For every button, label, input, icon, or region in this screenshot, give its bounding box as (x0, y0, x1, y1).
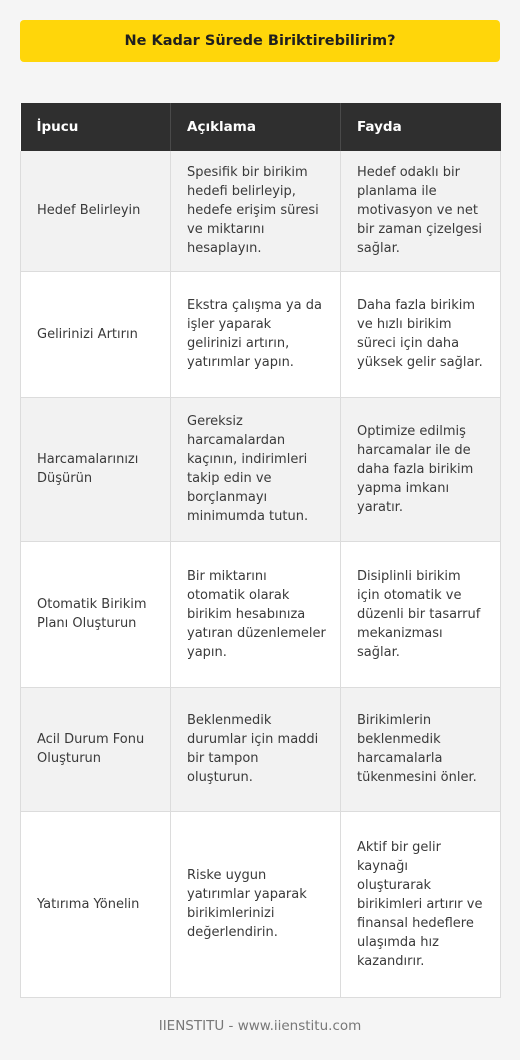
table-row (21, 687, 501, 811)
tips-table (20, 103, 501, 998)
column-header-tip: İpucu (21, 103, 171, 151)
benefit-cell: Birikimlerin beklenmedik harcamalarla tükenmesini önler. (341, 687, 501, 811)
tip-cell: Harcamalarınızı Düşürün (21, 397, 171, 541)
description-cell: Gereksiz harcamalardan kaçının, indirimleri takip edin ve borçlanmayı minimumda tutun. (171, 397, 341, 541)
footer-credit: IIENSTITU - www.iienstitu.com (158, 1018, 362, 1034)
tip-cell: Hedef Belirleyin (21, 151, 171, 271)
table-row (21, 811, 501, 997)
tip-cell: Gelirinizi Artırın (21, 271, 171, 397)
benefit-cell: Aktif bir gelir kaynağı oluşturarak birikimleri artırır ve finansal hedeflere ulaşımda hız kazandırır. (341, 811, 501, 997)
column-header-description: Açıklama (171, 103, 341, 151)
description-cell: Beklenmedik durumlar için maddi bir tampon oluşturun. (171, 687, 341, 811)
table-row (21, 397, 501, 541)
benefit-cell: Disiplinli birikim için otomatik ve düzenli bir tasarruf mekanizması sağlar. (341, 541, 501, 687)
table-header-row (21, 103, 501, 151)
benefit-cell: Hedef odaklı bir planlama ile motivasyon ve net bir zaman çizelgesi sağlar. (341, 151, 501, 271)
column-header-benefit: Fayda (341, 103, 501, 151)
description-cell: Riske uygun yatırımlar yaparak birikimlerinizi değerlendirin. (171, 811, 341, 997)
description-cell: Bir miktarını otomatik olarak birikim hesabınıza yatıran düzenlemeler yapın. (171, 541, 341, 687)
benefit-cell: Optimize edilmiş harcamalar ile de daha fazla birikim yapma imkanı yaratır. (341, 397, 501, 541)
page-title: Ne Kadar Sürede Biriktirebilirim? (20, 20, 500, 62)
benefit-cell: Daha fazla birikim ve hızlı birikim süreci için daha yüksek gelir sağlar. (341, 271, 501, 397)
tip-cell: Yatırıma Yönelin (21, 811, 171, 997)
tip-cell: Otomatik Birikim Planı Oluşturun (21, 541, 171, 687)
table-row (21, 151, 501, 271)
table-row (21, 541, 501, 687)
description-cell: Ekstra çalışma ya da işler yaparak gelirinizi artırın, yatırımlar yapın. (171, 271, 341, 397)
tip-cell: Acil Durum Fonu Oluşturun (21, 687, 171, 811)
table-row (21, 271, 501, 397)
description-cell: Spesifik bir birikim hedefi belirleyip, hedefe erişim süresi ve miktarını hesaplayın. (171, 151, 341, 271)
